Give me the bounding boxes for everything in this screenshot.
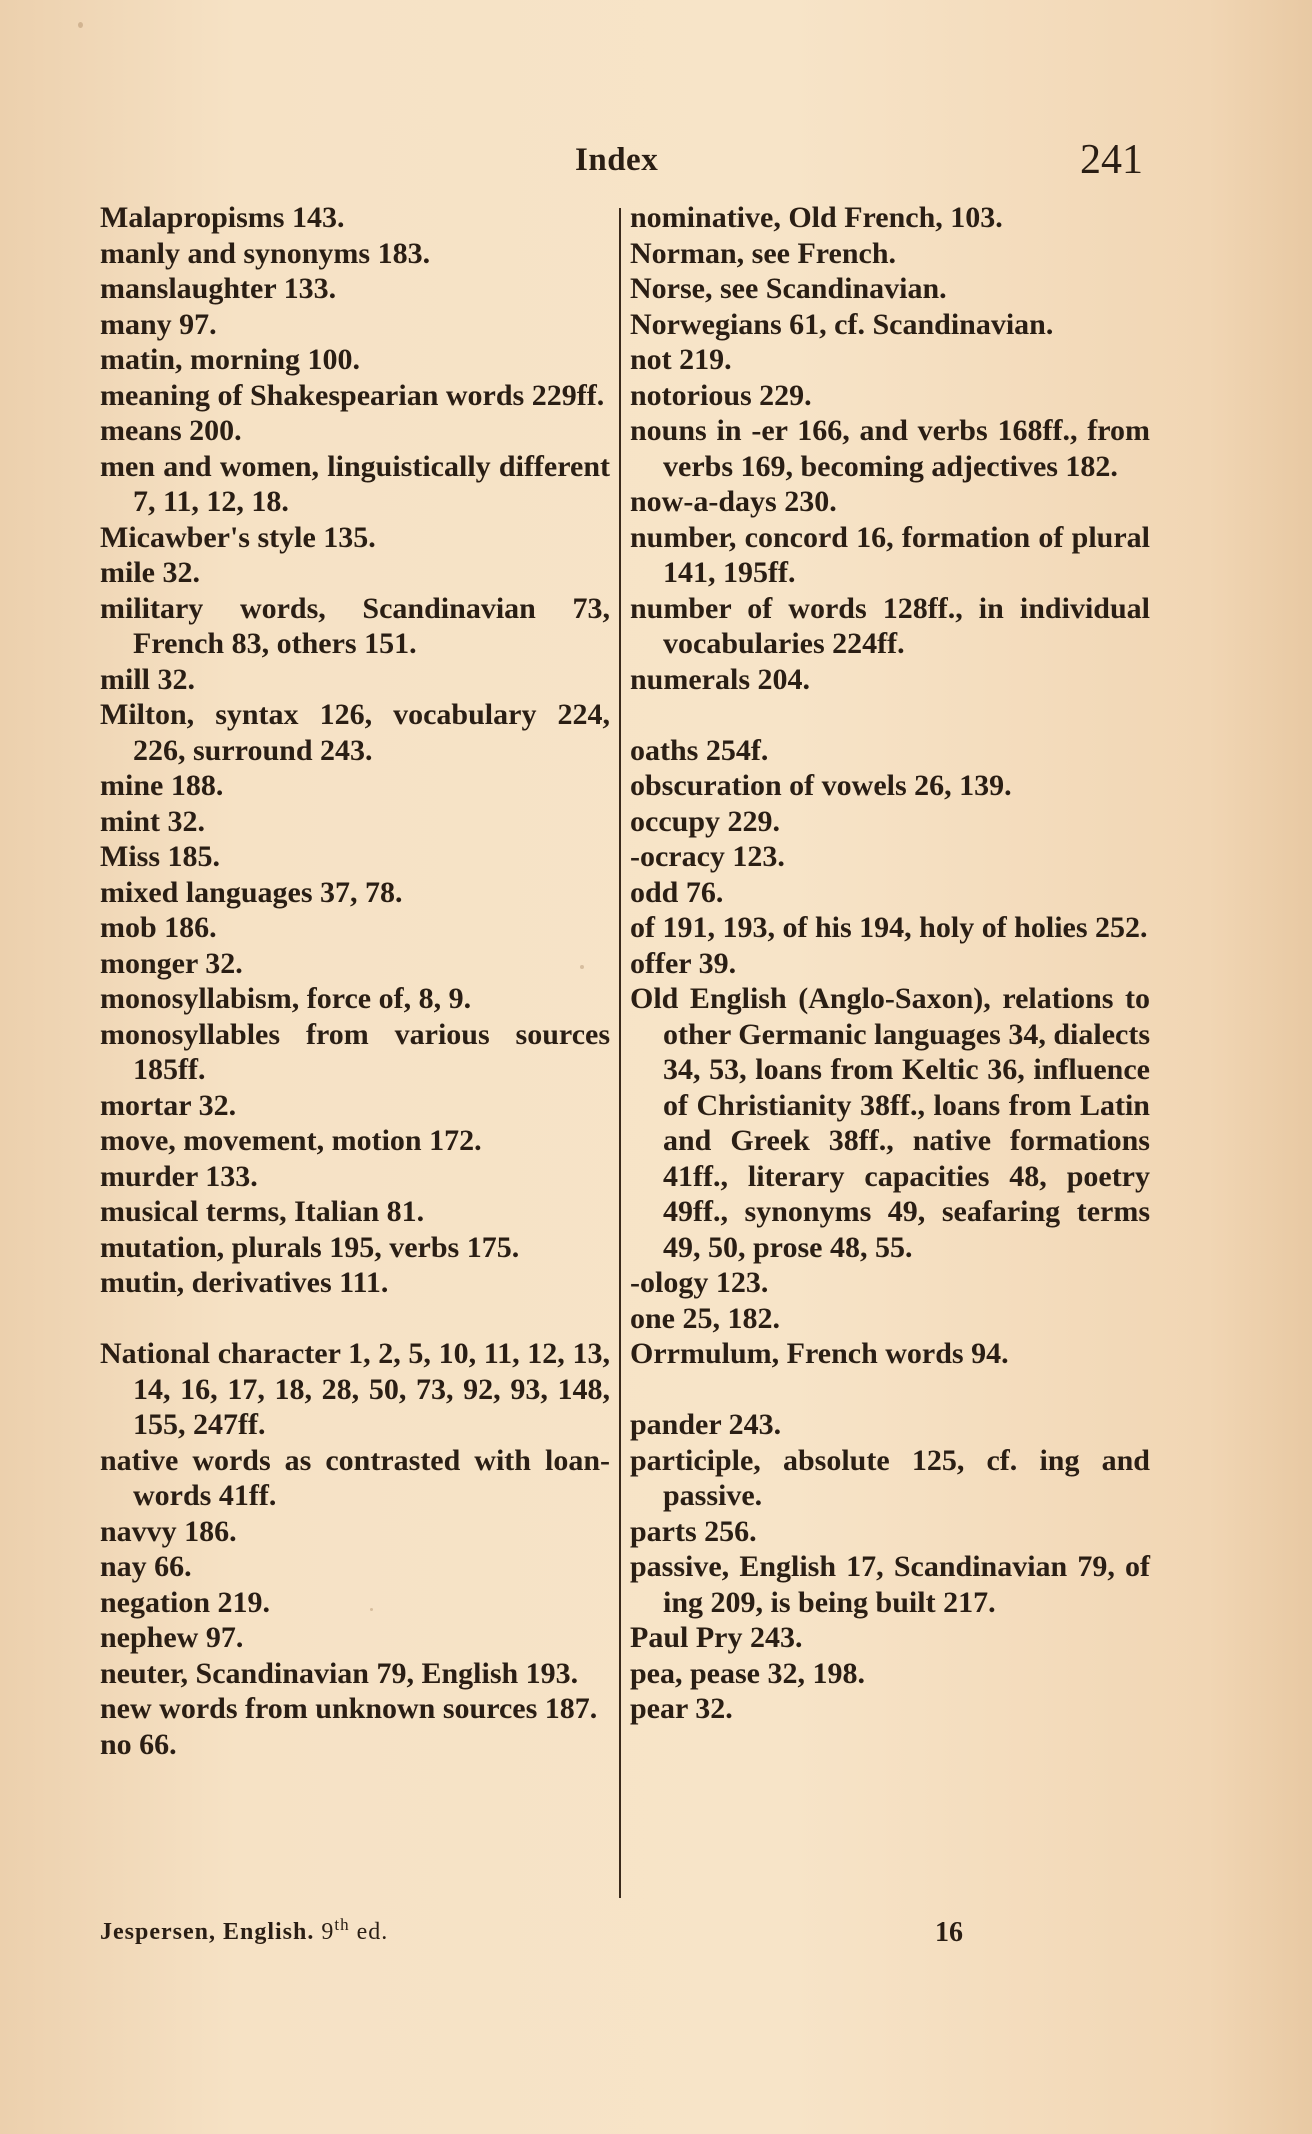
index-entry: mob 186.	[100, 911, 217, 944]
index-entry: now-a-days 230.	[630, 485, 837, 518]
index-entry: Micawber's style 135.	[100, 520, 376, 554]
index-entry: of 191, 193, of his 194, holy of holies 252.	[630, 911, 1148, 944]
index-entry: passive, English 17, Scandinavian 79, of ing 209, is being built 217.	[630, 1550, 1150, 1619]
index-entry: mortar 32.	[100, 1088, 237, 1122]
index-entry: mint 32.	[100, 804, 205, 838]
index-entry: monger 32.	[100, 946, 243, 980]
index-column-left	[100, 200, 610, 1762]
printer-signature	[100, 1915, 388, 1946]
paper-spot	[78, 22, 83, 28]
index-entry: new words from unknown sources 187.	[100, 1692, 598, 1725]
index-entry: no 66.	[100, 1727, 177, 1761]
running-head: Index	[575, 142, 659, 178]
index-entry: -ocracy 123.	[630, 840, 785, 873]
signature-text: Jespersen, English.	[100, 1919, 315, 1945]
index-entry: Old English (Anglo-Saxon), relations to other Germanic languages 34, dialects 34, 53, loans from Keltic 36, influence of Christianity 38ff., loans from Latin and Greek 38ff., native formations 41ff., literary capacities 48, poetry 49ff., synonyms 49, seafaring terms 49, 50, prose 48, 55.	[630, 982, 1150, 1264]
index-entry: not 219.	[630, 343, 732, 376]
index-entry: notorious 229.	[630, 378, 812, 412]
index-entry: men and women, linguistically different 7, 11, 12, 18.	[100, 449, 610, 518]
index-entry: pander 243.	[630, 1408, 782, 1441]
index-entry: mixed languages 37, 78.	[100, 875, 403, 909]
index-entry: matin, morning 100.	[100, 343, 361, 376]
index-entry: participle, absolute 125, cf. ing and passive.	[630, 1443, 1150, 1512]
index-entry: Orrmulum, French words 94.	[630, 1337, 1009, 1370]
index-entry: odd 76.	[630, 875, 724, 909]
index-entry: mutin, derivatives 111.	[100, 1266, 389, 1299]
index-entry: nouns in -er 166, and verbs 168ff., from verbs 169, becoming adjectives 182.	[630, 414, 1150, 483]
index-entry: military words, Scandinavian 73, French 83, others 151.	[100, 591, 610, 660]
index-entry: number, concord 16, formation of plural 141, 195ff.	[630, 520, 1150, 589]
index-entry: -ology 123.	[630, 1266, 769, 1299]
index-entry: murder 133.	[100, 1159, 258, 1193]
section-gap	[630, 697, 1150, 733]
index-entry: oaths 254f.	[630, 733, 769, 767]
index-entry: musical terms, Italian 81.	[100, 1195, 425, 1228]
index-entry: nominative, Old French, 103.	[630, 201, 1003, 234]
column-divider	[619, 208, 621, 1898]
index-entry: Paul Pry 243.	[630, 1621, 803, 1654]
edition-number: 9	[321, 1919, 335, 1945]
index-entry: occupy 229.	[630, 804, 780, 838]
index-entry: Norwegians 61, cf. Scandinavian.	[630, 307, 1054, 341]
index-entry: number of words 128ff., in individual vocabularies 224ff.	[630, 591, 1150, 660]
index-entry: move, movement, motion 172.	[100, 1124, 482, 1157]
index-entry: means 200.	[100, 414, 242, 447]
index-entry: native words as contrasted with loan-words 41ff.	[100, 1443, 610, 1512]
edition-word: ed.	[356, 1919, 389, 1945]
index-entry: Norse, see Scandinavian.	[630, 272, 947, 305]
page-header	[0, 136, 1312, 188]
index-entry: nephew 97.	[100, 1621, 244, 1654]
index-entry: numerals 204.	[630, 662, 810, 696]
index-entry: many 97.	[100, 307, 217, 341]
section-gap	[100, 1301, 610, 1337]
index-entry: Malapropisms 143.	[100, 201, 345, 234]
sheet-number: 16	[935, 1917, 963, 1948]
index-entry: pear 32.	[630, 1692, 733, 1725]
index-entry: obscuration of vowels 26, 139.	[630, 769, 1012, 802]
index-entry: negation 219.	[100, 1585, 271, 1619]
index-entry: manly and synonyms 183.	[100, 236, 431, 270]
index-entry: National character 1, 2, 5, 10, 11, 12, 13, 14, 16, 17, 18, 28, 50, 73, 92, 93, 148, 155, 247ff.	[100, 1337, 610, 1441]
section-gap	[630, 1372, 1150, 1408]
index-entry: one 25, 182.	[630, 1301, 780, 1335]
index-entry: mutation, plurals 195, verbs 175.	[100, 1230, 520, 1264]
index-entry: neuter, Scandinavian 79, English 193.	[100, 1656, 579, 1690]
index-entry: manslaughter 133.	[100, 272, 337, 305]
page-footer	[0, 1915, 1312, 1955]
index-entry: Norman, see French.	[630, 236, 897, 270]
index-entry: Milton, syntax 126, vocabulary 224, 226, surround 243.	[100, 698, 610, 767]
index-entry: monosyllabism, force of, 8, 9.	[100, 982, 472, 1015]
index-entry: offer 39.	[630, 946, 737, 980]
index-entry: navvy 186.	[100, 1514, 237, 1548]
index-entry: monosyllables from various sources 185ff.	[100, 1017, 610, 1086]
index-entry: Miss 185.	[100, 840, 220, 873]
edition-suffix: th	[334, 1915, 350, 1934]
index-entry: pea, pease 32, 198.	[630, 1656, 865, 1690]
index-entry: mill 32.	[100, 662, 195, 696]
index-entry: meaning of Shakespearian words 229ff.	[100, 378, 605, 412]
index-entry: mile 32.	[100, 556, 200, 589]
index-entry: nay 66.	[100, 1550, 192, 1583]
index-column-right	[630, 200, 1150, 1727]
index-entry: mine 188.	[100, 769, 224, 802]
index-entry: parts 256.	[630, 1514, 757, 1548]
page-number: 241	[1080, 137, 1143, 183]
